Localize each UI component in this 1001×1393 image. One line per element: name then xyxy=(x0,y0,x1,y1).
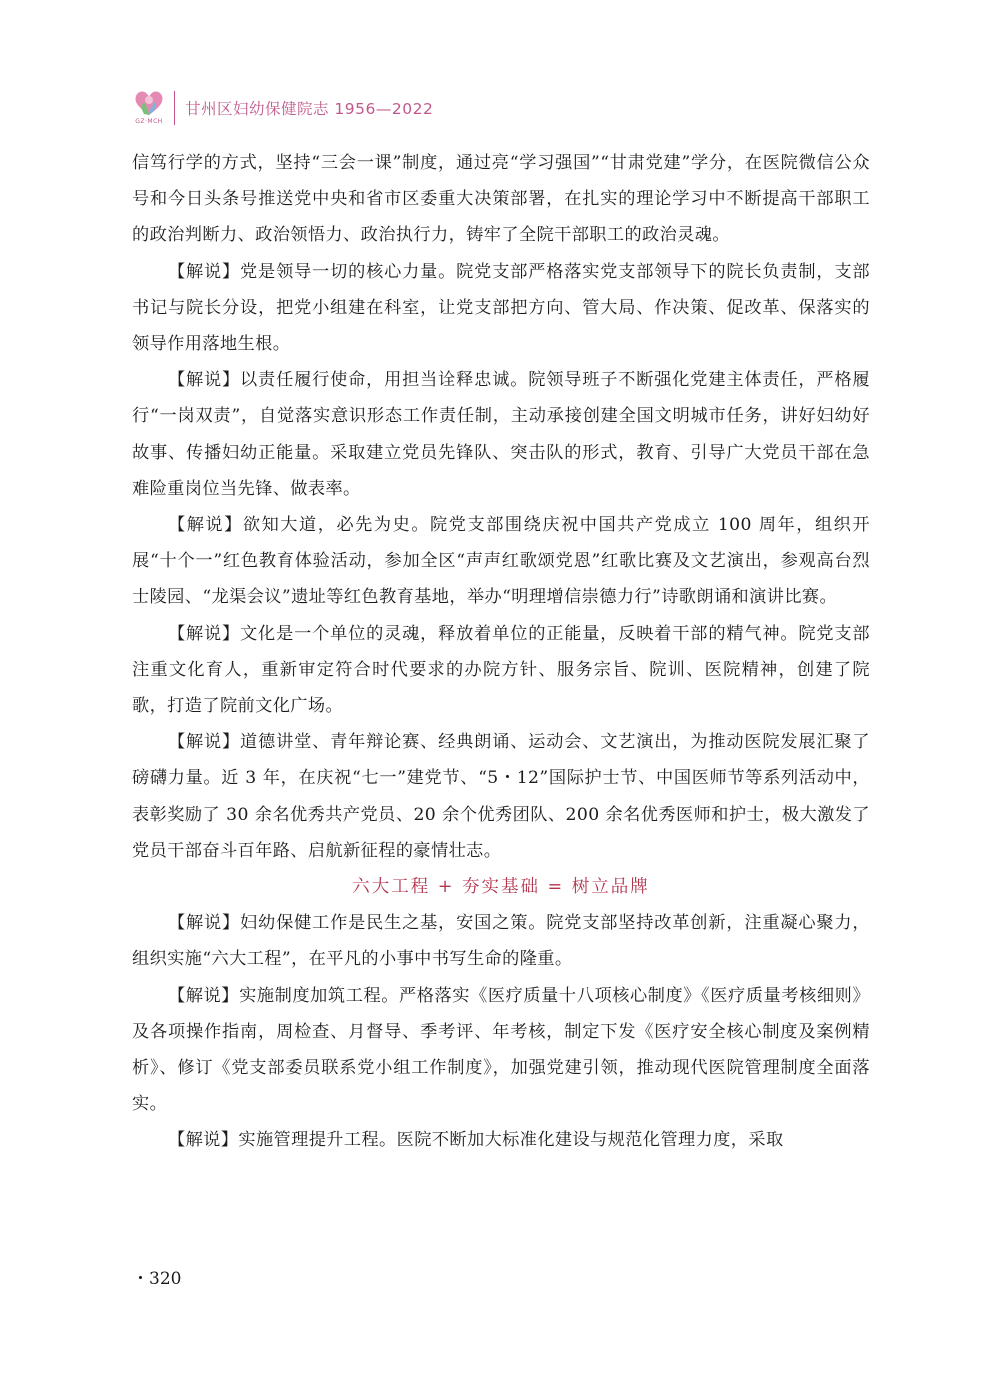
book-title: 甘州区妇幼保健院志 1956—2022 xyxy=(185,100,434,118)
logo-text: GZ·MCH xyxy=(135,118,163,125)
header-divider xyxy=(174,91,175,125)
paragraph-text: 实施制度加筑工程。严格落实《医疗质量十八项核心制度》《医疗质量考核细则》及各项操作指南，周检查、月督导、季考评、年考核，制定下发《医疗安全核心制度及案例精析》、修订《党支部委员联系党小组工作制度》，加强党建引领，推动现代医院管理制度全面落实。 xyxy=(132,985,870,1115)
paragraph xyxy=(132,905,870,977)
hospital-logo xyxy=(132,88,166,128)
paragraph xyxy=(132,978,870,1123)
paragraph-text: 欲知大道，必先为史。院党支部围绕庆祝中国共产党成立 100 周年，组织开展“十个一”红色教育体验活动，参加全区“声声红歌颂党恩”红歌比赛及文艺演出，参观高台烈士陵园、“龙渠会议”遗址等红色教育基地，举办“明理增信崇德力行”诗歌朗诵和演讲比赛。 xyxy=(132,515,870,608)
paragraph-text: 实施管理提升工程。医院不断加大标准化建设与规范化管理力度，采取 xyxy=(238,1130,784,1151)
paragraph xyxy=(132,616,870,725)
paragraph-tag: 【解说】 xyxy=(168,515,243,536)
paragraph-text: 党是领导一切的核心力量。院党支部严格落实党支部领导下的院长负责制，支部书记与院长分设，把党小组建在科室，让党支部把方向、管大局、作决策、促改革、保落实的领导作用落地生根。 xyxy=(132,261,870,355)
paragraph-tag: 【解说】 xyxy=(168,623,241,644)
page-number: ・320 xyxy=(132,1269,182,1289)
paragraph xyxy=(132,724,870,869)
paragraph-tag: 【解说】 xyxy=(168,261,241,282)
paragraph xyxy=(132,145,870,254)
running-header xyxy=(132,88,433,128)
page-body xyxy=(132,145,870,1159)
paragraph-tag: 【解说】 xyxy=(168,732,241,753)
paragraph-text: 妇幼保健工作是民生之基，安国之策。院党支部坚持改革创新，注重凝心聚力，组织实施“六大工程”，在平凡的小事中书写生命的隆重。 xyxy=(132,913,870,970)
paragraph xyxy=(132,507,870,616)
paragraph-tag: 【解说】 xyxy=(168,985,240,1006)
paragraph-text: 文化是一个单位的灵魂，释放着单位的正能量，反映着干部的精气神。院党支部注重文化育人，重新审定符合时代要求的办院方针、服务宗旨、院训、医院精神，创建了院歌，打造了院前文化广场。 xyxy=(132,623,870,717)
paragraph xyxy=(132,362,870,507)
heart-logo-icon xyxy=(132,88,166,118)
paragraph-tag: 【解说】 xyxy=(168,1130,239,1151)
paragraph-tag: 【解说】 xyxy=(168,913,241,934)
paragraph-text: 以责任履行使命，用担当诠释忠诚。院领导班子不断强化党建主体责任，严格履行“一岗双责”，自觉落实意识形态工作责任制，主动承接创建全国文明城市任务，讲好妇幼好故事、传播妇幼正能量。采取建立党员先锋队、突击队的形式，教育、引导广大党员干部在急难险重岗位当先锋、做表率。 xyxy=(132,370,870,499)
paragraph-text: 道德讲堂、青年辩论赛、经典朗诵、运动会、文艺演出，为推动医院发展汇聚了磅礴力量。近 3 年，在庆祝“七一”建党节、“5・12”国际护士节、中国医师节等系列活动中，表彰奖励了 30 余名优秀共产党员、20 余个优秀团队、200 余名优秀医师和护士，极大激发了党员干部奋斗百年路、启航新征程的豪情壮志。 xyxy=(132,732,870,861)
paragraph xyxy=(132,1122,870,1158)
section-heading: 六大工程 + 夯实基础 = 树立品牌 xyxy=(352,877,650,898)
paragraph-text: 信笃行学的方式，坚持“三会一课”制度，通过亮“学习强国”“甘肃党建”学分，在医院微信公众号和今日头条号推送党中央和省市区委重大决策部署，在扎实的理论学习中不断提高干部职工的政治判断力、政治领悟力、政治执行力，铸牢了全院干部职工的政治灵魂。 xyxy=(132,153,870,246)
paragraph xyxy=(132,254,870,363)
paragraph-tag: 【解说】 xyxy=(168,370,241,391)
